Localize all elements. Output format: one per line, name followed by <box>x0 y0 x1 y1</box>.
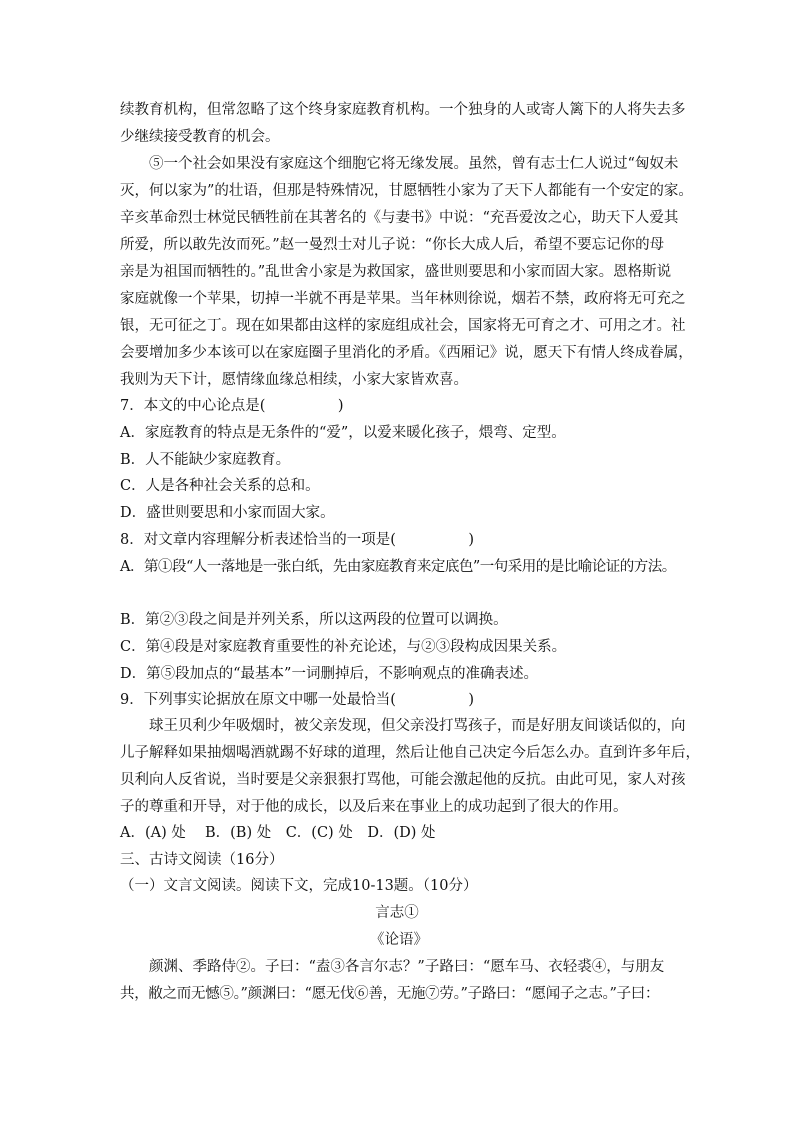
classical-text-line-2: 共，敝之而无憾⑤。”颜渊曰：“愿无伐⑥善，无施⑦劳。”子路曰：“愿闻子之志。”子曰： <box>120 986 660 1002</box>
question-8-option-c: C．第④段是对家庭教育重要性的补充论述，与②③段构成因果关系。 <box>120 639 567 655</box>
question-9-passage-line-3: 贝利向人反省说，当时要是父亲狠狠打骂他，可能会激起他的反抗。由此可见，家人对孩 <box>120 772 686 788</box>
paragraph-5-line-9: 我则为天下计，愿情缘血缘总相续，小家大家皆欢喜。 <box>120 372 468 388</box>
question-7-option-c: C．人是各种社会关系的总和。 <box>120 478 320 494</box>
paragraph-5-line-6: 家庭就像一个苹果，切掉一半就不再是苹果。当年林则徐说，烟若不禁，政府将无可充之 <box>120 291 686 307</box>
paragraph-5-line-4: 所爱，所以敢先汝而死。”赵一曼烈士对儿子说：“你长大成人后，希望不要忘记你的母 <box>120 237 665 253</box>
classical-text-source: 《论语》 <box>370 932 428 948</box>
question-7-option-d: D．盛世则要思和小家而固大家。 <box>120 505 335 521</box>
paragraph-4-line-1: 续教育机构，但常忽略了这个终身家庭教育机构。一个独身的人或寄人篱下的人将失去多 <box>120 102 686 118</box>
paragraph-5-line-2: 灭，何以家为”的壮语，但那是特殊情况，甘愿牺牲小家为了天下人都能有一个安定的家。 <box>120 183 693 199</box>
question-8-stem: 8．对文章内容理解分析表述恰当的一项是( ) <box>120 532 475 548</box>
paragraph-5-line-7: 银，无可征之丁。现在如果都由这样的家庭组成社会，国家将无可育之才、可用之才。社 <box>120 318 686 334</box>
question-9-passage-line-4: 子的尊重和开导，对于他的成长，以及后来在事业上的成功起到了很大的作用。 <box>120 799 628 815</box>
question-9-options: A．(A) 处 B．(B) 处 C．(C) 处 D．(D) 处 <box>120 825 436 841</box>
question-9-stem: 9．下列事实论据放在原文中哪一处最恰当( ) <box>120 692 475 708</box>
question-7-option-b: B．人不能缺少家庭教育。 <box>120 452 291 468</box>
question-8-option-a: A．第①段“人一落地是一张白纸，先由家庭教育来定底色”一句采用的是比喻论证的方法。 <box>120 559 676 575</box>
paragraph-5-line-8: 会要增加多少本该可以在家庭圈子里消化的矛盾。《西厢记》说，愿天下有情人终成眷属， <box>120 345 693 361</box>
question-9-passage-line-1: 球王贝利少年吸烟时，被父亲发现，但父亲没打骂孩子，而是好朋友间谈话似的，向 <box>149 718 686 734</box>
question-7-option-a: A．家庭教育的特点是无条件的“爱”，以爱来暖化孩子，煨弯、定型。 <box>120 425 566 441</box>
section-3-subheading: （一）文言文阅读。阅读下文，完成10-13题。（10分） <box>120 878 478 894</box>
paragraph-5-line-5: 亲是为祖国而牺牲的。”乱世舍小家是为救国家，盛世则要思和小家而固大家。恩格斯说 <box>120 264 672 280</box>
paragraph-5-line-1: ⑤一个社会如果没有家庭这个细胞它将无缘发展。虽然，曾有志士仁人说过“匈奴未 <box>149 156 679 172</box>
question-7-stem: 7．本文的中心论点是( ) <box>120 398 344 414</box>
paragraph-4-line-2: 少继续接受教育的机会。 <box>120 129 280 145</box>
paragraph-5-line-3: 辛亥革命烈士林觉民牺牲前在其著名的《与妻书》中说：“充吾爱汝之心，助天下人爱其 <box>120 210 679 226</box>
question-9-passage-line-2: 儿子解释如果抽烟喝酒就踢不好球的道理，然后让他自己决定今后怎么办。直到许多年后， <box>120 745 700 761</box>
classical-text-title: 言志① <box>375 905 419 921</box>
section-3-heading: 三、古诗文阅读（16分） <box>120 852 284 868</box>
question-8-option-d: D．第⑤段加点的“最基本”一词删掉后，不影响观点的准确表述。 <box>120 666 538 682</box>
question-8-option-b: B．第②③段之间是并列关系，所以这两段的位置可以调换。 <box>120 612 508 628</box>
classical-text-line-1: 颜渊、季路侍②。子曰：“盍③各言尔志？”子路曰：“愿车马、衣轻裘④，与朋友 <box>149 959 665 975</box>
